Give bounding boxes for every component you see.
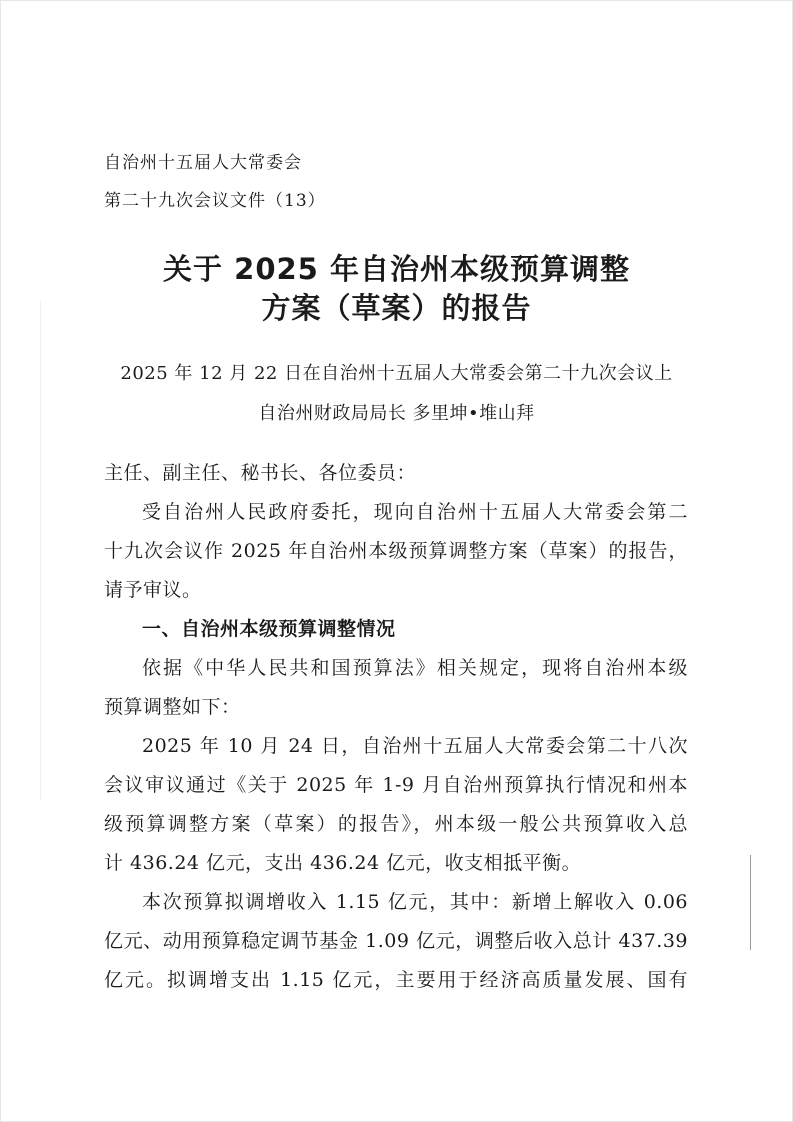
- scan-fold-mark: [750, 855, 751, 950]
- paragraph-3-line-4: 计 436.24 亿元，支出 436.24 亿元，收支相抵平衡。: [104, 852, 582, 874]
- salutation: 主任、副主任、秘书长、各位委员：: [104, 462, 417, 484]
- paragraph-3-line-3: 级预算调整方案（草案）的报告》，州本级一般公共预算收入总: [104, 813, 688, 835]
- document-subtitle-line-1: 2025 年 12 月 22 日在自治州十五届人大常委会第二十九次会议上: [120, 363, 673, 384]
- paragraph-4-line-3: 亿元。拟调增支出 1.15 亿元，主要用于经济高质量发展、国有: [104, 969, 688, 991]
- document-title-line-1: 关于 2025 年自治州本级预算调整: [163, 252, 630, 286]
- document-title-line-2: 方案（草案）的报告: [261, 291, 532, 325]
- paragraph-2-line-2: 预算调整如下：: [104, 696, 241, 718]
- paragraph-4-line-2: 亿元、动用预算稳定调节基金 1.09 亿元，调整后收入总计 437.39: [104, 930, 688, 952]
- paragraph-2-line-1: 依据《中华人民共和国预算法》相关规定，现将自治州本级: [142, 657, 688, 679]
- paragraph-3-line-1: 2025 年 10 月 24 日，自治州十五届人大常委会第二十八次: [142, 735, 688, 757]
- document-subtitle-line-2: 自治州财政局局长 多里坤•堆山拜: [258, 403, 535, 424]
- paragraph-1-line-1: 受自治州人民政府委托，现向自治州十五届人大常委会第二: [142, 501, 688, 523]
- document-header-line-1: 自治州十五届人大常委会: [104, 153, 302, 173]
- section-1-heading: 一、自治州本级预算调整情况: [142, 618, 396, 640]
- document-header-line-2: 第二十九次会议文件（13）: [104, 191, 326, 211]
- paragraph-3-line-2: 会议审议通过《关于 2025 年 1-9 月自治州预算执行情况和州本: [104, 774, 688, 796]
- paragraph-1-line-3: 请予审议。: [104, 579, 202, 601]
- paragraph-1-line-2: 十九次会议作 2025 年自治州本级预算调整方案（草案）的报告，: [104, 540, 688, 562]
- paragraph-4-line-1: 本次预算拟调增收入 1.15 亿元，其中：新增上解收入 0.06: [142, 891, 688, 913]
